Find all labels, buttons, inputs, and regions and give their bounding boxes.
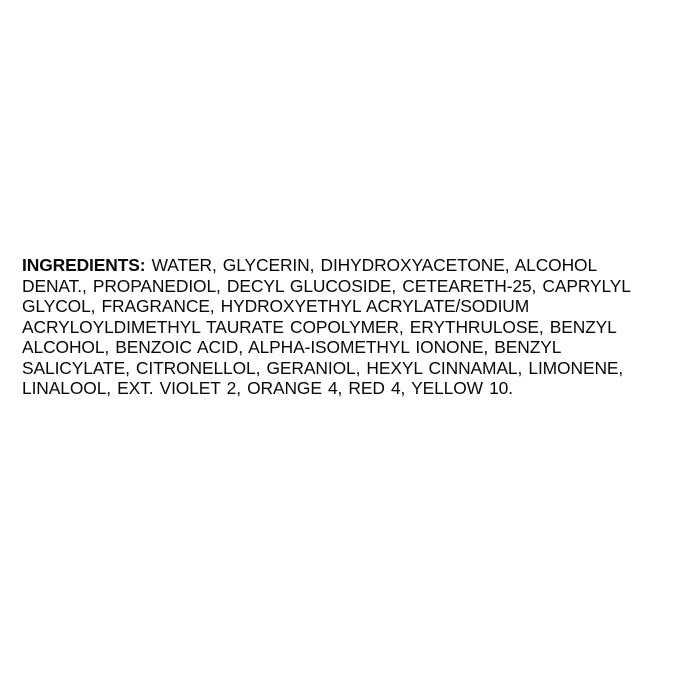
ingredients-heading: INGREDIENTS: — [22, 255, 146, 275]
ingredients-body: WATER, GLYCERIN, DIHYDROXYACETONE, ALCOHOL DENAT., PROPANEDIOL, DECYL GLUCOSIDE, CETEARETH-25, CAPRYLYL GLYCOL, FRAGRANCE, HYDROXYETHYL ACRYLATE/SODIUM ACRYLOYLDIMETHYL TAURATE COPOLYMER, ERYTHRULOSE, BENZYL ALCOHOL, BENZOIC ACID, ALPHA-ISOMETHYL IONONE, BENZYL SALICYLATE, CITRONELLOL, GERANIOL, HEXYL CINNAMAL, LIMONENE, LINALOOL, EXT. VIOLET 2, ORANGE 4, RED 4, YELLOW 10. — [22, 255, 631, 398]
ingredients-block — [22, 255, 662, 399]
ingredients-paragraph — [22, 255, 662, 399]
